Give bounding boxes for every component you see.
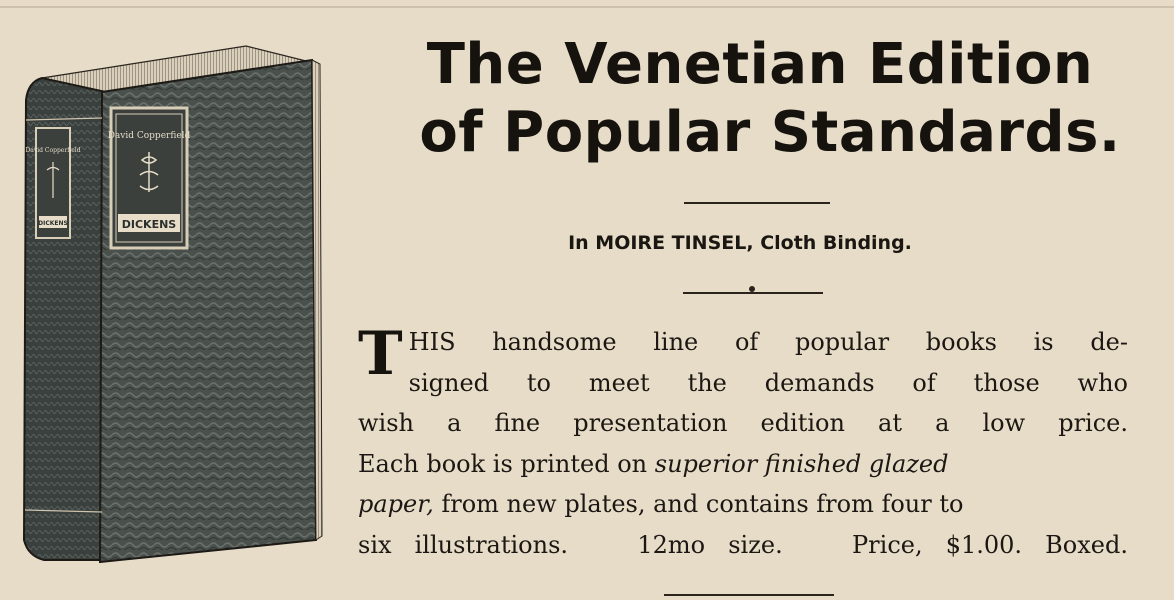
headline-line-2: of Popular Standards. (419, 100, 1121, 165)
body-line-5-text: from new plates, and contains from four to (433, 490, 964, 518)
cover-title: David Copperfield (107, 131, 191, 141)
body-line-5 (358, 484, 1128, 525)
book-illustration (14, 40, 324, 568)
cover-author: DICKENS (121, 218, 177, 231)
divider-rule-bottom (664, 594, 834, 596)
body-line-1: HIS handsome line of popular books is de- (408, 328, 1128, 356)
body-line-3: wish a fine presentation edition at a low price. (358, 409, 1128, 437)
divider-dot (749, 286, 755, 292)
body-line-6 (358, 525, 1128, 566)
subtitle: In MOIRE TINSEL, Cloth Binding. (568, 232, 912, 254)
body-line-4-italic: superior finished glazed (654, 449, 949, 478)
body-line-4-text: Each book is printed on (358, 449, 655, 478)
body-line-6-price: Price, $1.00. (852, 530, 1023, 559)
divider-rule-middle (683, 292, 823, 294)
headline-line-1: The Venetian Edition (426, 32, 1094, 97)
divider-rule-top (684, 202, 830, 204)
spine-title: David Copperfield (25, 147, 81, 154)
body-line-2: signed to meet the demands of those who (408, 368, 1128, 397)
drop-cap: T (358, 319, 403, 389)
body-line-6-size: 12mo size. (637, 530, 783, 559)
cover-label (108, 108, 191, 248)
body-line-6-illustrations: six illustrations. (358, 530, 569, 559)
body-line-6-boxed: Boxed. (1045, 530, 1128, 559)
bleed-through-rule (0, 6, 1174, 8)
spine-author: DICKENS (38, 220, 68, 227)
description-paragraph (358, 319, 1128, 565)
body-line-5-italic: paper, (358, 490, 434, 518)
body-line-4 (358, 444, 1128, 485)
